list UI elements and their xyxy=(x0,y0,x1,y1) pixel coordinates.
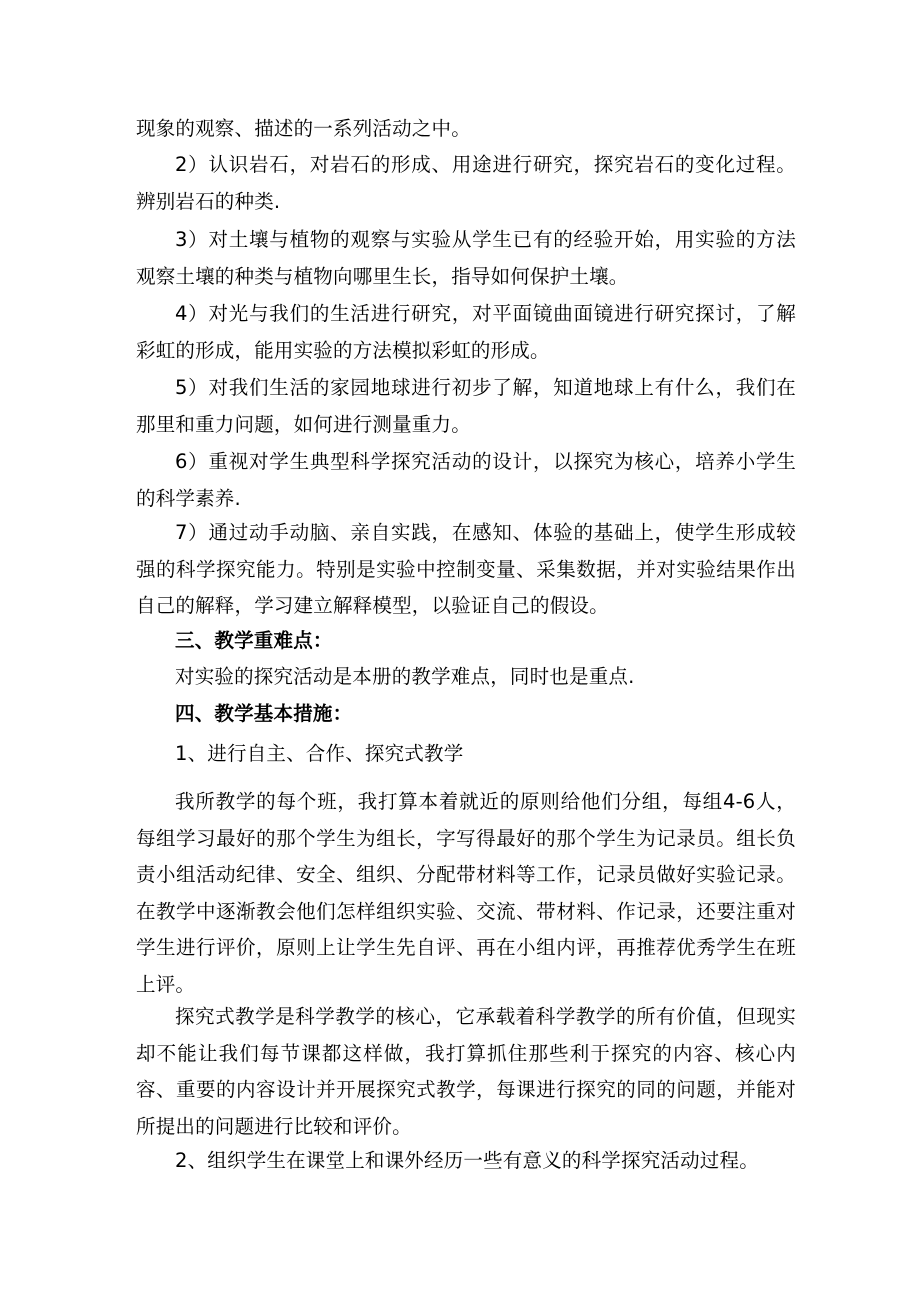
subheading-measure-1: 1、进行自主、合作、探究式教学 xyxy=(175,742,464,765)
paragraph-item-4: 4）对光与我们的生活进行研究，对平面镜曲面镜进行研究探讨，了解彩虹的形成，能用实验的方法模拟彩虹的形成。 xyxy=(136,302,796,362)
paragraph-continuation: 现象的观察、描述的一系列活动之中。 xyxy=(136,117,471,140)
paragraph-item-3: 3）对土壤与植物的观察与实验从学生已有的经验开始，用实验的方法观察土壤的种类与植物向哪里生长，指导如何保护土壤。 xyxy=(136,228,796,288)
paragraph-key-difficulties: 对实验的探究活动是本册的教学难点，同时也是重点. xyxy=(175,665,635,688)
paragraph-item-2: 2）认识岩石，对岩石的形成、用途进行研究，探究岩石的变化过程。辨别岩石的种类. xyxy=(136,153,796,213)
paragraph-inquiry-teaching: 探究式教学是科学教学的核心，它承载着科学教学的所有价值，但现实却不能让我们每节课都这样做，我打算抓住那些利于探究的内容、核心内容、重要的内容设计并开展探究式教学，每课进行探究的同的问题，并能对所提出的问题进行比较和评价。 xyxy=(136,1005,796,1138)
paragraph-item-5: 5）对我们生活的家园地球进行初步了解，知道地球上有什么，我们在那里和重力问题，如何进行测量重力。 xyxy=(136,376,796,436)
paragraph-item-6: 6）重视对学生典型科学探究活动的设计，以探究为核心，培养小学生的科学素养. xyxy=(136,450,796,510)
paragraph-item-7: 7）通过动手动脑、亲自实践，在感知、体验的基础上，使学生形成较强的科学探究能力。特别是实验中控制变量、采集数据，并对实验结果作出自己的解释，学习建立解释模型，以验证自己的假设。 xyxy=(136,521,796,618)
subheading-measure-2: 2、组织学生在课堂上和课外经历一些有意义的科学探究活动过程。 xyxy=(175,1149,759,1172)
paragraph-grouping: 我所教学的每个班，我打算本着就近的原则给他们分组，每组4-6人，每组学习最好的那个学生为组长，字写得最好的那个学生为记录员。组长负责小组活动纪律、安全、组织、分配带材料等工作，记录员做好实验记录。在教学中逐渐教会他们怎样组织实验、交流、带材料、作记录，还要注重对学生进行评价，原则上让学生先自评、再在小组内评，再推荐优秀学生在班上评。 xyxy=(136,790,796,996)
section-heading-teaching-measures: 四、教学基本措施： xyxy=(175,702,353,725)
section-heading-key-difficulties: 三、教学重难点： xyxy=(175,629,333,652)
